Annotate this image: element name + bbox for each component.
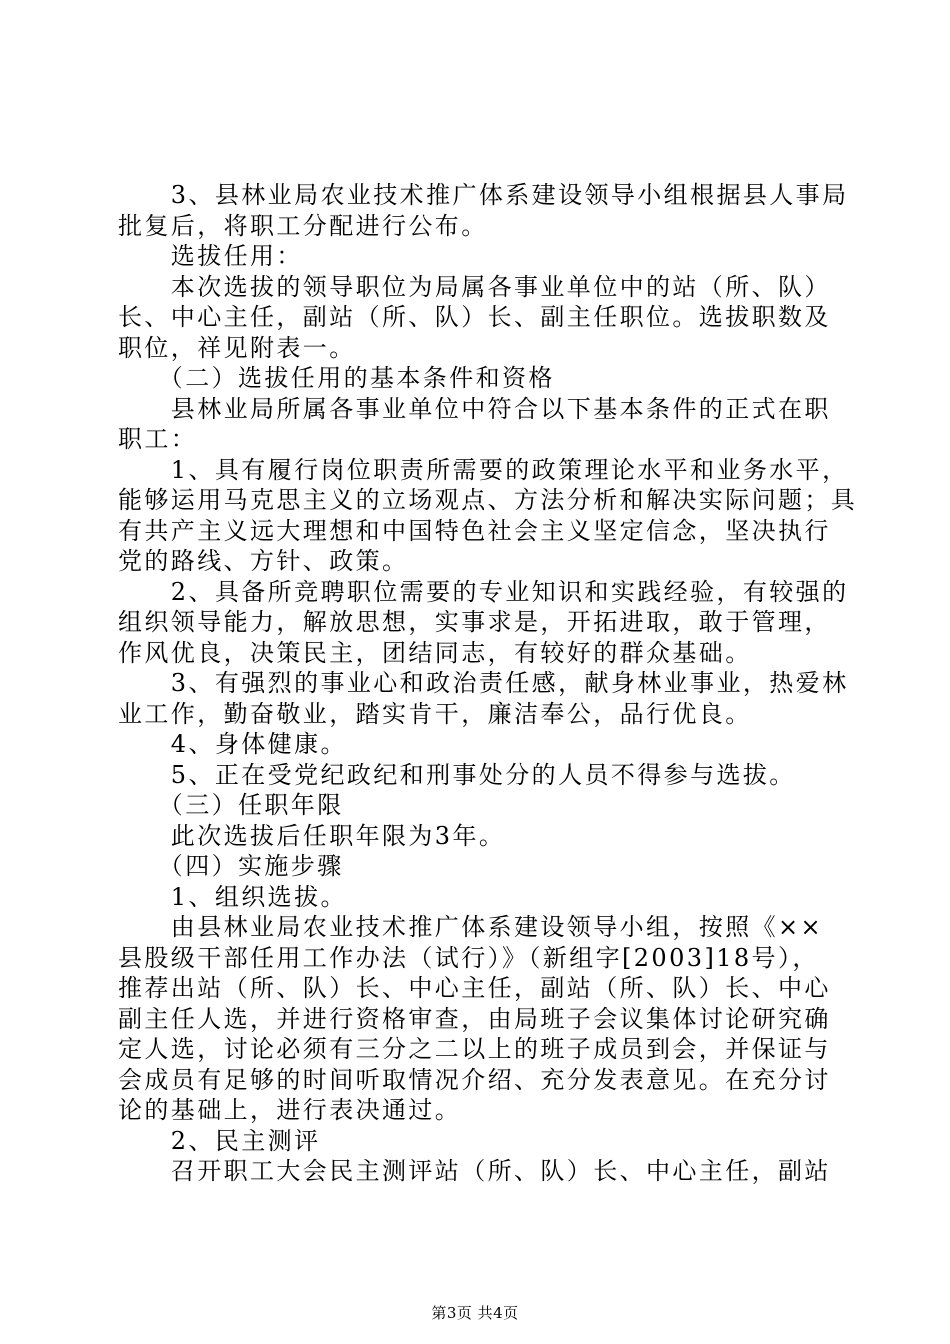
text-line: （二）选拔任用的基本条件和资格 [118, 364, 555, 392]
text-line: 能够运用马克思主义的立场观点、方法分析和解决实际问题；具 [118, 486, 858, 514]
text-line: 2、民主测评 [118, 1126, 321, 1155]
text-line: 党的路线、方针、政策。 [118, 547, 409, 575]
text-line: 定人选，讨论必须有三分之二以上的班子成员到会，并保证与 [118, 1035, 831, 1063]
text-line: 会成员有足够的时间听取情况介绍、充分发表意见。在充分讨 [118, 1065, 831, 1094]
page-footer: 第3页 共4页 [431, 1304, 519, 1322]
text-line: 推荐出站（所、队）长、中心主任，副站（所、队）长、中心 [118, 974, 831, 1002]
text-line: 1、组织选拔。 [118, 882, 347, 911]
text-line: 由县林业局农业技术推广体系建设领导小组，按照《×× [118, 913, 824, 941]
text-line: 批复后，将职工分配进行公布。 [118, 211, 488, 240]
text-line: 3、有强烈的事业心和政治责任感，献身林业事业，热爱林 [118, 669, 849, 697]
text-line: 3、县林业局农业技术推广体系建设领导小组根据县人事局 [118, 181, 849, 209]
text-line: 本次选拔的领导职位为局属各事业单位中的站（所、队） [118, 272, 831, 301]
text-line: （三）任职年限 [118, 791, 344, 819]
text-line: 职位，祥见附表一。 [118, 333, 356, 362]
text-line: 职工： [118, 425, 198, 453]
text-line: 此次选拔后任职年限为3年。 [118, 821, 506, 850]
text-line: 组织领导能力，解放思想，实事求是，开拓进取，敢于管理， [118, 608, 831, 636]
text-line: 4、身体健康。 [118, 730, 347, 758]
text-line: 长、中心主任，副站（所、队）长、副主任职位。选拔职数及 [118, 303, 831, 331]
text-line: 召开职工大会民主测评站（所、队）长、中心主任，副站 [118, 1157, 831, 1185]
text-line: 2、具备所竞聘职位需要的专业知识和实践经验，有较强的 [118, 577, 849, 606]
text-line: （四）实施步骤 [118, 852, 344, 880]
text-line: 1、具有履行岗位职责所需要的政策理论水平和业务水平， [118, 455, 849, 484]
text-line: 作风优良，决策民主，团结同志，有较好的群众基础。 [118, 638, 752, 667]
text-line: 业工作，勤奋敬业，踏实肯干，廉洁奉公，品行优良。 [118, 699, 752, 728]
text-line: 县林业局所属各事业单位中符合以下基本条件的正式在职 [118, 394, 831, 423]
text-line: 副主任人选，并进行资格审查，由局班子会议集体讨论研究确 [118, 1004, 831, 1033]
text-line: 有共产主义远大理想和中国特色社会主义坚定信念，坚决执行 [118, 516, 831, 545]
text-line: 选拔任用： [118, 242, 303, 270]
text-line: 论的基础上，进行表决通过。 [118, 1096, 462, 1124]
text-line: 县股级干部任用工作办法（试行）》（新组字[2003]18号）， [118, 943, 819, 972]
text-line: 5、正在受党纪政纪和刑事处分的人员不得参与选拔。 [118, 760, 796, 789]
